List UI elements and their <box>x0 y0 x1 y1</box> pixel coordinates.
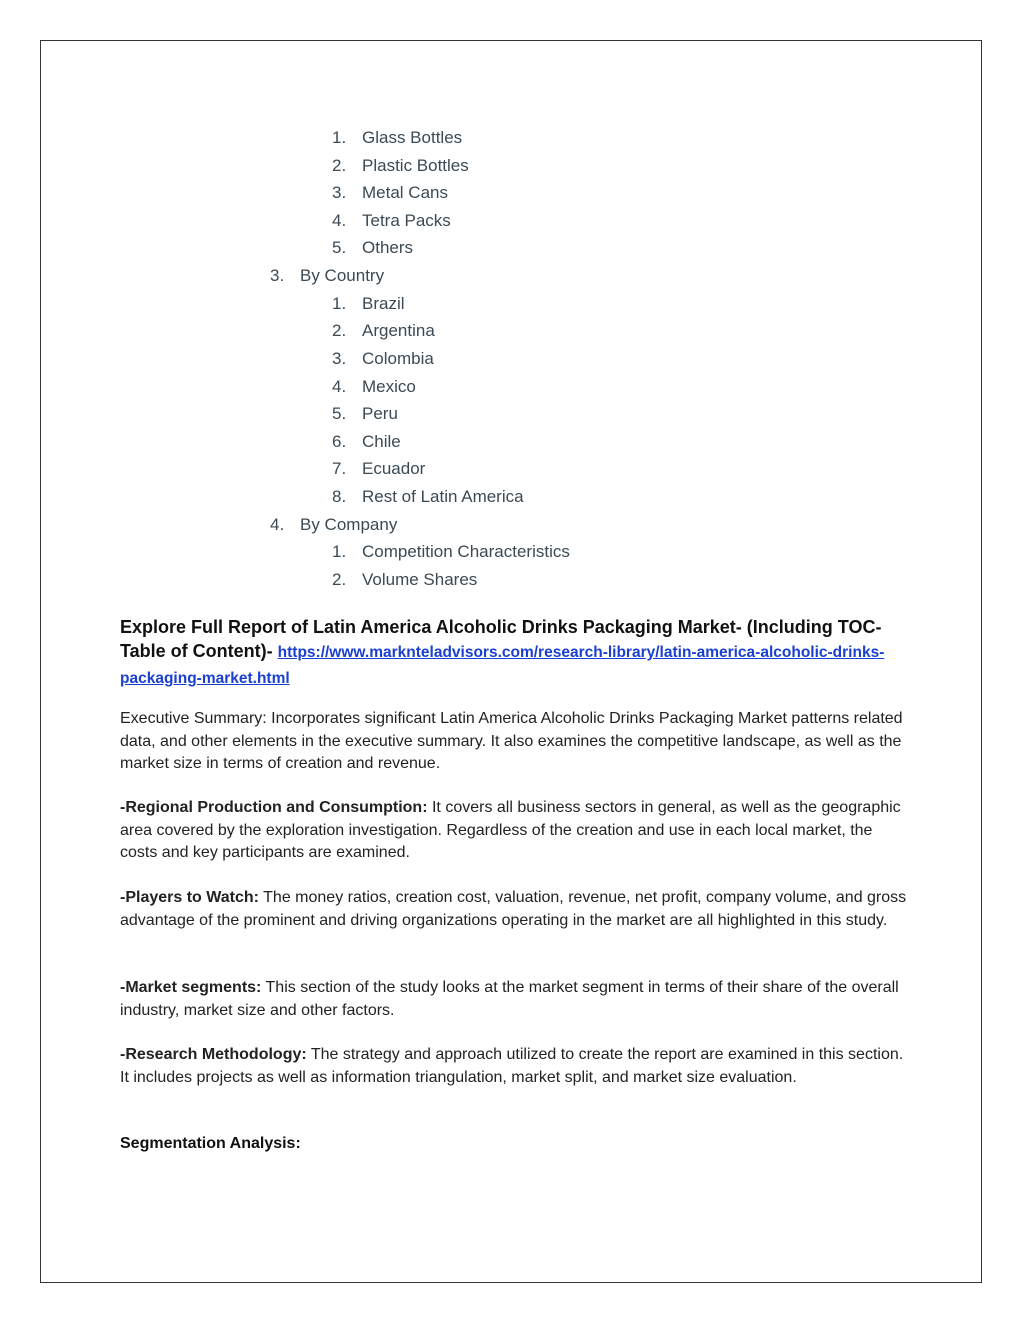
list-item <box>332 156 469 176</box>
regional-text: It covers all business sectors in general, as well as the geographic area covered by the exploration investigation. Regardless of the creation and use in each local market, the costs and key participants are examined. <box>120 799 901 861</box>
list-number: 6. <box>332 432 347 451</box>
list-item <box>332 321 435 341</box>
list-item <box>332 542 570 562</box>
list-number: 1. <box>332 128 347 147</box>
list-number: 7. <box>332 459 347 478</box>
list-label: Tetra Packs <box>362 211 451 230</box>
list-label: Metal Cans <box>362 183 448 202</box>
list-label: By Company <box>300 515 398 534</box>
list-number: 4. <box>270 515 285 534</box>
list-item <box>332 183 448 203</box>
methodology-paragraph <box>120 1044 910 1089</box>
list-label: Glass Bottles <box>362 128 463 147</box>
executive-summary-paragraph <box>120 708 910 776</box>
players-text: The money ratios, creation cost, valuation, revenue, net profit, company volume, and gross advantage of the prominent and driving organizations operating in the market are all highlighted in this study. <box>120 889 907 929</box>
list-item <box>332 294 405 314</box>
report-link[interactable]: https://www.marknteladvisors.com/research-library/latin-america-alcoholic-drinks-packaging-market.html <box>120 644 885 687</box>
list-item <box>332 570 478 590</box>
explore-heading <box>120 615 920 691</box>
list-number: 3. <box>270 266 285 285</box>
list-label: Rest of Latin America <box>362 487 524 506</box>
regional-paragraph <box>120 797 910 865</box>
methodology-text: The strategy and approach utilized to create the report are examined in this section. It includes projects as well as information triangulation, market split, and market size evaluation. <box>120 1046 904 1086</box>
list-number: 2. <box>332 321 347 340</box>
methodology-label: -Research Methodology: <box>120 1046 307 1063</box>
list-item <box>332 404 398 424</box>
list-item <box>332 377 416 397</box>
list-label: Volume Shares <box>362 570 478 589</box>
list-number: 5. <box>332 238 347 257</box>
list-item <box>332 349 434 369</box>
list-label: Mexico <box>362 377 416 396</box>
list-label: Chile <box>362 432 401 451</box>
list-label: Brazil <box>362 294 405 313</box>
list-item <box>332 238 414 258</box>
players-label: -Players to Watch: <box>120 889 259 906</box>
list-number: 3. <box>332 349 347 368</box>
list-number: 5. <box>332 404 347 423</box>
list-number: 2. <box>332 156 347 175</box>
list-label: Peru <box>362 404 398 423</box>
list-item-by-country <box>270 266 385 286</box>
list-label: Competition Characteristics <box>362 542 570 561</box>
list-item <box>332 459 426 479</box>
list-number: 4. <box>332 211 347 230</box>
list-number: 3. <box>332 183 347 202</box>
segments-text: This section of the study looks at the market segment in terms of their share of the overall industry, market size and other factors. <box>120 979 899 1019</box>
list-label: Argentina <box>362 321 435 340</box>
list-label: Colombia <box>362 349 434 368</box>
executive-summary-text: Executive Summary: Incorporates significant Latin America Alcoholic Drinks Packaging Market patterns related data, and other elements in the executive summary. It also examines the competitive landscape, as well as the market size in terms of creation and revenue. <box>120 710 903 772</box>
list-number: 8. <box>332 487 347 506</box>
list-item <box>332 432 401 452</box>
list-label: By Country <box>300 266 385 285</box>
list-item-by-company <box>270 515 398 535</box>
list-item <box>332 128 463 148</box>
segments-paragraph <box>120 977 910 1022</box>
list-item <box>332 487 524 507</box>
explore-heading-text: Explore Full Report of Latin America Alcoholic Drinks Packaging Market- (Including TOC- Table of Content)- <box>120 617 882 661</box>
segments-label: -Market segments: <box>120 979 262 996</box>
list-number: 1. <box>332 294 347 313</box>
segmentation-title: Segmentation Analysis: <box>120 1135 301 1152</box>
players-paragraph <box>120 887 910 932</box>
list-number: 1. <box>332 542 347 561</box>
list-number: 2. <box>332 570 347 589</box>
list-item <box>332 211 451 231</box>
list-label: Plastic Bottles <box>362 156 469 175</box>
list-number: 4. <box>332 377 347 396</box>
list-label: Ecuador <box>362 459 426 478</box>
list-label: Others <box>362 238 414 257</box>
regional-label: -Regional Production and Consumption: <box>120 799 428 816</box>
